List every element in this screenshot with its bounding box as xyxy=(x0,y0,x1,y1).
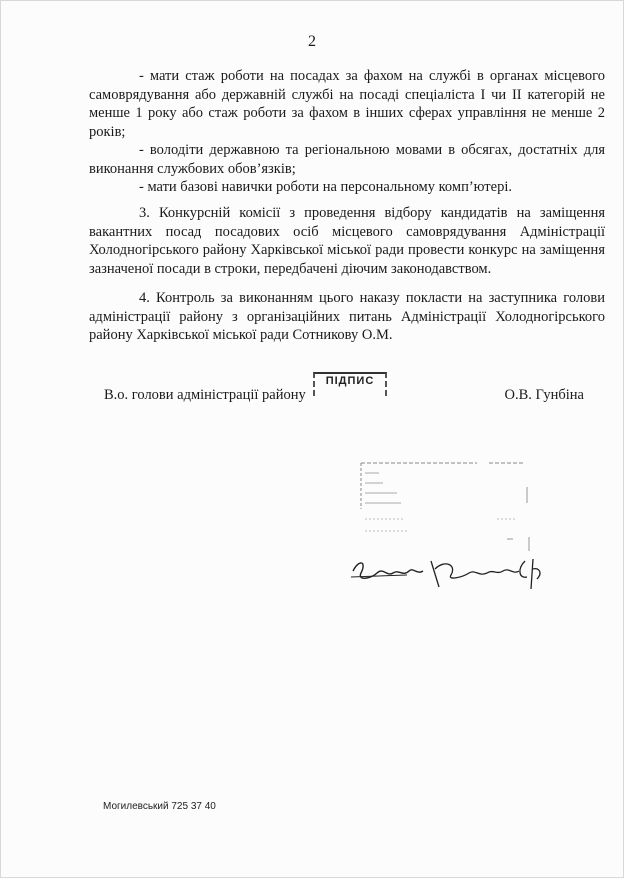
paragraph-3 xyxy=(89,204,605,278)
page-number: 2 xyxy=(308,33,316,50)
handwritten-signatures xyxy=(347,549,557,597)
requirements-list xyxy=(89,67,605,197)
approval-stamp-frame xyxy=(357,459,533,557)
signature-stamp xyxy=(313,372,387,396)
approval-stamp-image xyxy=(357,459,533,557)
signatory-name: О.В. Гунбіна xyxy=(504,387,584,403)
requirement-experience: - мати стаж роботи на посадах за фахом на службі в органах місцевого самоврядування або державній службі на посаді спеціаліста І чи ІІ категорій не менше 1 року або стаж роботи за фахом в інших сферах управління не менше 2 років; xyxy=(89,68,605,140)
signatory-role: В.о. голови адміністрації району xyxy=(104,387,306,403)
paragraph-4-text: 4. Контроль за виконанням цього наказу покласти на заступника голови адміністрації району з організаційних питань Адміністрації Холодногірського району Харківської міської ради Сотникову О.М. xyxy=(89,290,605,343)
requirement-languages: - володіти державною та регіональною мовами в обсягах, достатніх для виконання службових обов’язків; xyxy=(89,142,605,177)
paragraph-3-text: 3. Конкурсній комісії з проведення відбору кандидатів на заміщення вакантних посад посадових осіб місцевого самоврядування Адміністрації Холодногірського району Харківської міської ради провести конкурс на заміщення зазначеної посади в строки, передбачені діючим законодавством. xyxy=(89,205,605,277)
stamp-label: ПІДПИС xyxy=(325,375,375,387)
paragraph-4 xyxy=(89,289,605,345)
requirement-computer-skills: - мати базові навички роботи на персональному комп’ютері. xyxy=(139,179,512,195)
footer-contact: Могилевський 725 37 40 xyxy=(103,801,216,812)
